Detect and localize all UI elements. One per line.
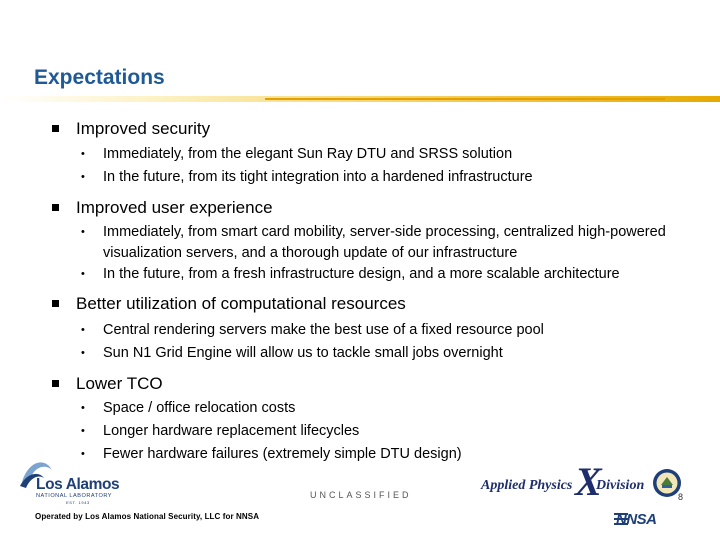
division-logo-left: Applied Physics [481, 478, 573, 493]
sub-bullet [81, 444, 693, 465]
dot-bullet-icon: • [81, 148, 85, 160]
classification-label: UNCLASSIFIED [310, 490, 412, 500]
sub-bullet [81, 167, 693, 188]
sub-bullet-text: Central rendering servers make the best use of a fixed resource pool [103, 322, 544, 338]
section-heading [76, 294, 406, 314]
square-bullet-icon [52, 380, 59, 387]
section-heading [76, 119, 210, 139]
section-heading [76, 198, 273, 218]
section-heading-label: Improved security [76, 119, 211, 138]
dot-bullet-icon: • [81, 448, 85, 460]
nnsa-wordmark: NNSA [616, 511, 657, 528]
lanl-subtitle: NATIONAL LABORATORY [36, 493, 113, 499]
sub-bullet [81, 343, 693, 364]
sub-bullet-text: In the future, from its tight integration into a hardened infrastructure [103, 169, 533, 185]
square-bullet-icon [52, 125, 59, 132]
dot-bullet-icon: • [81, 347, 85, 359]
dot-bullet-icon: • [81, 425, 85, 437]
sub-bullet-text: Sun N1 Grid Engine will allow us to tackle small jobs overnight [103, 345, 503, 361]
sub-bullet-text: In the future, from a fresh infrastructure design, and a more scalable architecture [103, 266, 620, 282]
sub-bullet-text: Immediately, from smart card mobility, server-side processing, centralized high-powered visualization servers, and a thorough update of our infrastructure [103, 224, 666, 261]
operator-statement: Operated by Los Alamos National Security, LLC for NNSA [35, 512, 260, 521]
sub-bullet [81, 222, 693, 264]
sub-bullet-text: Immediately, from the elegant Sun Ray DTU and SRSS solution [103, 146, 513, 162]
sub-bullet-text: Longer hardware replacement lifecycles [103, 423, 360, 439]
slide-title: Expectations [34, 66, 165, 89]
dot-bullet-icon: • [81, 324, 85, 336]
section-heading-label: Lower TCO [76, 374, 163, 393]
sub-bullet [81, 264, 693, 285]
lanl-wordmark: Los Alamos [36, 476, 120, 493]
dot-bullet-icon: • [81, 226, 85, 238]
sub-bullet [81, 398, 693, 419]
section-heading-label: Improved user experience [76, 198, 273, 217]
dot-bullet-icon: • [81, 171, 85, 183]
square-bullet-icon [52, 300, 59, 307]
section-heading [76, 374, 163, 394]
dot-bullet-icon: • [81, 402, 85, 414]
page-number: 8 [678, 492, 684, 502]
sub-bullet-text: Fewer hardware failures (extremely simple DTU design) [103, 446, 462, 462]
division-logo-right: Division [596, 478, 645, 493]
sub-bullet-text: Space / office relocation costs [103, 400, 296, 416]
lanl-established: EST. 1943 [66, 500, 90, 505]
sub-bullet [81, 144, 693, 165]
dot-bullet-icon: • [81, 268, 85, 280]
section-heading-label: Better utilization of computational resources [76, 294, 406, 313]
sub-bullet [81, 320, 693, 341]
square-bullet-icon [52, 204, 59, 211]
division-logo-x: X [575, 459, 602, 504]
sub-bullet [81, 421, 693, 442]
